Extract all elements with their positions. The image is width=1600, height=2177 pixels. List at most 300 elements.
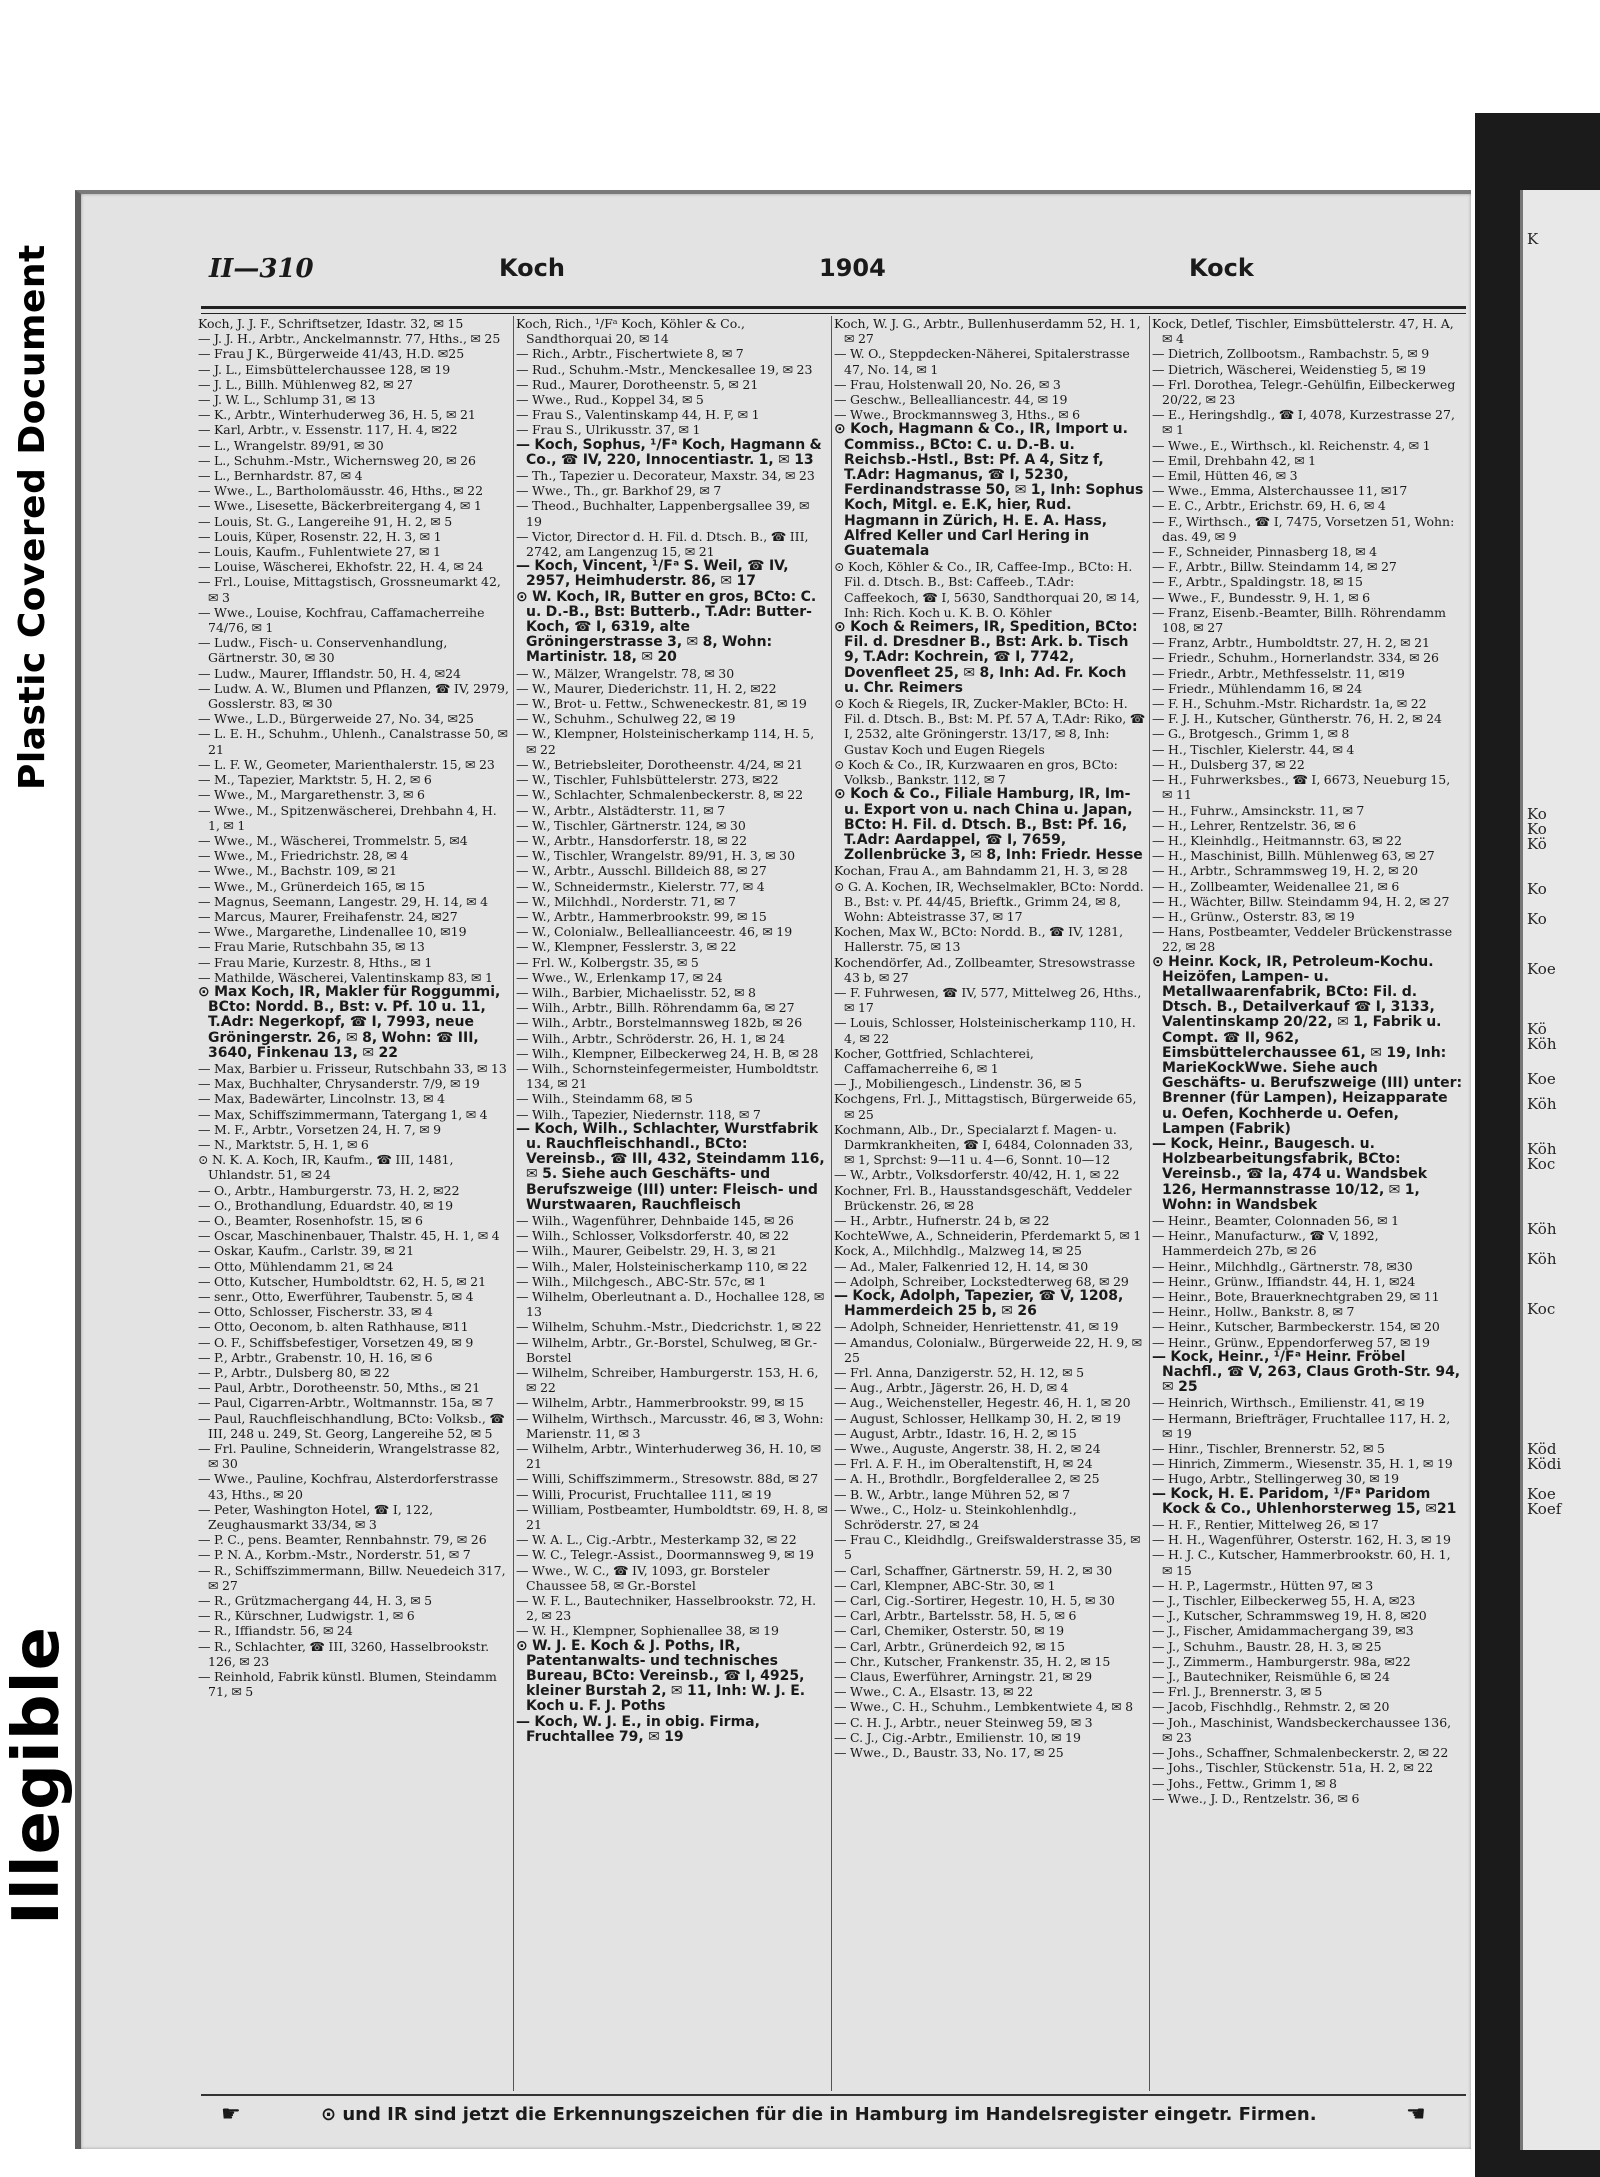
adjacent-page-text: Köh <box>1527 1140 1557 1158</box>
directory-entry: — Wilh., Barbier, Michaelisstr. 52, ✉ 8 <box>516 984 756 1000</box>
header-year: 1904 <box>819 254 886 282</box>
directory-entry: ⊙ W. J. E. Koch & J. Poths, IR, Patentanwalts- und technisches Bureau, BCto: Vereinsb., ☎ I, 4925, kleiner Burstah 2, ✉ 11, Inh: W. J. E. Koch u. F. J. Poths <box>516 1637 806 1715</box>
directory-entry: — Paul, Rauchfleischhandlung, BCto: Volksb., ☎ III, 248 u. 249, St. Georg, Langereihe 52, ✉ 5 <box>198 1410 505 1441</box>
illegible-label: Illegible <box>0 1626 74 1925</box>
directory-entry: — Emil, Drehbahn 42, ✉ 1 <box>1152 452 1317 468</box>
directory-entry: — G., Brotgesch., Grimm 1, ✉ 8 <box>1152 726 1350 742</box>
directory-entry: Koch, J. J. F., Schriftsetzer, Idastr. 32, ✉ 15 <box>198 316 464 331</box>
adjacent-page-text: Köh <box>1527 1250 1557 1268</box>
directory-entry: — Wilh., Maurer, Geibelstr. 29, H. 3, ✉ 21 <box>516 1243 778 1259</box>
directory-entry: — Reinhold, Fabrik künstl. Blumen, Steindamm 71, ✉ 5 <box>198 1669 497 1700</box>
directory-entry: — Heinr., Beamter, Colonnaden 56, ✉ 1 <box>1152 1212 1400 1228</box>
column-1 <box>198 316 510 2091</box>
directory-entry: — Carl, Schaffner, Gärtnerstr. 59, H. 2, ✉ 30 <box>834 1562 1113 1578</box>
directory-entry: — Max, Badewärter, Lincolnstr. 13, ✉ 4 <box>198 1091 446 1107</box>
directory-entry: — K., Arbtr., Winterhuderweg 36, H. 5, ✉ 21 <box>198 407 476 423</box>
directory-entry: — J., Mobiliengesch., Lindenstr. 36, ✉ 5 <box>834 1076 1083 1092</box>
adjacent-page-text: Koef <box>1527 1500 1562 1518</box>
directory-entry: — Marcus, Maurer, Freihafenstr. 24, ✉27 <box>198 908 458 924</box>
directory-entry: Kochmann, Alb., Dr., Specialarzt f. Magen- u. Darmkrankheiten, ☎ I, 6484, Colonnaden 33, ✉ 1, Sprchst: 9—11 u. 4—6, Sonnt. 10—12 <box>834 1121 1133 1168</box>
directory-entry: — F., Schneider, Pinnasberg 18, ✉ 4 <box>1152 544 1378 560</box>
directory-entry: — Kock, H. E. Paridom, ¹/Fᵃ Paridom Kock & Co., Uhlenhorsterweg 15, ✉21 <box>1152 1485 1457 1517</box>
directory-entry: ⊙ Koch, Köhler & Co., IR, Caffee-Imp., BCto: H. Fil. d. Dtsch. B., Bst: Caffeeb., T.Adr: Caffeekoch, ☎ I, 5630, Sandthorquai 20, ✉ 14, Inh: Rich. Koch u. K. B. O. Köhler <box>834 559 1140 620</box>
directory-entry: — J., Schuhm., Baustr. 28, H. 3, ✉ 25 <box>1152 1638 1382 1654</box>
directory-entry: ⊙ Koch & Reimers, IR, Spedition, BCto: Fil. d. Dresdner B., Bst: Ark. b. Tisch 9, T.Adr: Kochrein, ☎ I, 7742, Dovenfleet 25, ✉ 8, Inh: Ad. Fr. Koch u. Chr. Reimers <box>834 619 1138 696</box>
directory-entry: — Ludw. A. W., Blumen und Pflanzen, ☎ IV, 2979, Gosslerstr. 83, ✉ 30 <box>198 680 509 712</box>
directory-entry: — Rich., Arbtr., Fischertwiete 8, ✉ 7 <box>516 346 744 362</box>
directory-entry: — Frau, Holstenwall 20, No. 26, ✉ 3 <box>834 376 1061 392</box>
directory-entry: — Heinr., Hollw., Bankstr. 8, ✉ 7 <box>1152 1304 1355 1320</box>
adjacent-page-text: Ko <box>1527 880 1547 898</box>
directory-entry: — Wwe., Lisesette, Bäckerbreitergang 4, ✉ 1 <box>198 498 482 514</box>
directory-entry: — Wwe., D., Baustr. 33, No. 17, ✉ 25 <box>834 1745 1064 1761</box>
directory-entry: — Carl, Chemiker, Osterstr. 50, ✉ 19 <box>834 1623 1065 1639</box>
directory-entry: — Adolph, Schneider, Henriettenstr. 41, ✉ 19 <box>834 1319 1119 1335</box>
directory-entry: — Louis, Schlosser, Holsteinischerkamp 110, H. 4, ✉ 22 <box>834 1015 1136 1046</box>
directory-entry: — Hugo, Arbtr., Stellingerweg 30, ✉ 19 <box>1152 1471 1400 1487</box>
directory-entry: — Koch, W. J. E., in obig. Firma, Fruchtallee 79, ✉ 19 <box>516 1713 760 1745</box>
page-header <box>209 254 1469 294</box>
directory-entry: — Wilh., Schornsteinfegermeister, Humboldtstr. 134, ✉ 21 <box>516 1060 820 1092</box>
page-number: II—310 <box>209 254 314 284</box>
directory-entry: — Wwe., J. D., Rentzelstr. 36, ✉ 6 <box>1152 1790 1360 1806</box>
directory-entry: — R., Iffiandstr. 56, ✉ 24 <box>198 1623 353 1639</box>
directory-entry: — Ludw., Fisch- u. Conservenhandlung, Gärtnerstr. 30, ✉ 30 <box>198 635 448 666</box>
directory-entry: — W., Brot- u. Fettw., Schweneckestr. 81, ✉ 19 <box>516 696 807 712</box>
directory-entry: — Max, Barbier u. Frisseur, Rutschbahn 33, ✉ 13 <box>198 1060 507 1076</box>
directory-entry: — Frau J K., Bürgerweide 41/43, H.D. ✉25 <box>198 346 465 362</box>
directory-entry: — W., Mälzer, Wrangelstr. 78, ✉ 30 <box>516 665 735 681</box>
directory-entry: — Louise, Wäscherei, Ekhofstr. 22, H. 4, ✉ 24 <box>198 559 484 575</box>
directory-entry: — W., Arbtr., Hansdorferstr. 18, ✉ 22 <box>516 832 748 848</box>
directory-entry: — Karl, Arbtr., v. Essenstr. 117, H. 4, ✉22 <box>198 422 458 438</box>
directory-entry: — W., Schlachter, Schmalenbeckerstr. 8, ✉ 22 <box>516 787 804 803</box>
directory-entry: — Carl, Arbtr., Grünerdeich 92, ✉ 15 <box>834 1638 1066 1654</box>
directory-entry: — Johs., Schaffner, Schmalenbeckerstr. 2, ✉ 22 <box>1152 1745 1449 1761</box>
directory-entry: — F. Fuhrwesen, ☎ IV, 577, Mittelweg 26, Hths., ✉ 17 <box>834 984 1142 1016</box>
directory-entry: — W., Maurer, Diederichstr. 11, H. 2, ✉22 <box>516 680 777 696</box>
directory-entry: — Max, Schiffszimmermann, Tatergang 1, ✉ 4 <box>198 1106 488 1122</box>
directory-entry: — Frl. Anna, Danzigerstr. 52, H. 12, ✉ 5 <box>834 1365 1085 1381</box>
directory-entry: — B. W., Arbtr., lange Mühren 52, ✉ 7 <box>834 1486 1071 1502</box>
directory-entry: — Magnus, Seemann, Langestr. 29, H. 14, ✉ 4 <box>198 893 489 909</box>
directory-entry: — N., Marktstr. 5, H. 1, ✉ 6 <box>198 1136 369 1152</box>
column-divider <box>831 316 832 2091</box>
adjacent-page-text: Ko <box>1527 820 1547 838</box>
directory-entry: — Heinr., Bote, Brauerknechtgraben 29, ✉ 11 <box>1152 1289 1440 1304</box>
directory-entry: — Wwe., M., Bachstr. 109, ✉ 21 <box>198 863 397 879</box>
directory-entry: — Wwe., C., Holz- u. Steinkohlenhdlg., Schröderstr. 27, ✉ 24 <box>834 1501 1077 1533</box>
adjacent-page-text: Köh <box>1527 1220 1557 1238</box>
directory-entry: — Koch, Sophus, ¹/Fᵃ Koch, Hagmann & Co., ☎ IV, 220, Innocentiastr. 1, ✉ 13 <box>516 436 822 468</box>
directory-entry: — H. H., Wagenführer, Osterstr. 162, H. 3, ✉ 19 <box>1152 1532 1451 1548</box>
adjacent-page-text: Koe <box>1527 1485 1556 1503</box>
adjacent-page-text: Koe <box>1527 960 1556 978</box>
directory-entry: — Frl. W., Kolbergstr. 35, ✉ 5 <box>516 954 699 970</box>
directory-entry: — W., Klempner, Holsteinischerkamp 114, H. 5, ✉ 22 <box>516 726 815 757</box>
directory-entry: — Kock, Adolph, Tapezier, ☎ V, 1208, Hammerdeich 25 b, ✉ 26 <box>834 1288 1124 1320</box>
directory-entry: — Kock, Heinr., ¹/Fᵃ Heinr. Fröbel Nachfl., ☎ V, 263, Claus Groth-Str. 94, ✉ 25 <box>1152 1348 1461 1396</box>
directory-entry: — Wwe., Margarethe, Lindenallee 10, ✉19 <box>198 924 467 940</box>
directory-entry: — Wwe., M., Spitzenwäscherei, Drehbahn 4, H. 1, ✉ 1 <box>198 802 497 833</box>
directory-entry: — Wwe., M., Wäscherei, Trommelstr. 5, ✉4 <box>198 832 468 848</box>
directory-entry: — R., Schlachter, ☎ III, 3260, Hasselbrookstr. 126, ✉ 23 <box>198 1638 490 1669</box>
adjacent-page-text: Koc <box>1527 1300 1556 1318</box>
directory-entry: — H., Arbtr., Schrammsweg 19, H. 2, ✉ 20 <box>1152 863 1419 879</box>
directory-entry: — Jacob, Fischhdlg., Rehmstr. 2, ✉ 20 <box>1152 1699 1390 1715</box>
directory-entry: — Otto, Schlosser, Fischerstr. 33, ✉ 4 <box>198 1304 433 1320</box>
directory-entry: — Louis, Küper, Rosenstr. 22, H. 3, ✉ 1 <box>198 528 442 544</box>
directory-entry: — O., Arbtr., Hamburgerstr. 73, H. 2, ✉22 <box>198 1182 460 1198</box>
directory-entry: — Koch, Wilh., Schlachter, Wurstfabrik u. Rauchfleischhandl., BCto: Vereinsb., ☎ III, 432, Steindamm 116, ✉ 5. Siehe auch Geschäfts- und Berufszweige (III) unter: Fleisch- und Wurstwaaren, Rauchfleisch <box>516 1120 825 1213</box>
directory-entry: — Friedr., Mühlendamm 16, ✉ 24 <box>1152 680 1363 696</box>
directory-entry: — Rud., Maurer, Dorotheenstr. 5, ✉ 21 <box>516 376 759 392</box>
directory-entry: — W. A. L., Cig.-Arbtr., Mesterkamp 32, ✉ 22 <box>516 1532 797 1548</box>
directory-entry: — Frau C., Kleidhdlg., Greifswalderstrasse 35, ✉ 5 <box>834 1532 1141 1563</box>
directory-entry: — Th., Tapezier u. Decorateur, Maxstr. 34, ✉ 23 <box>516 468 815 484</box>
directory-entry: — Wwe., Auguste, Angerstr. 38, H. 2, ✉ 24 <box>834 1441 1101 1457</box>
column-4 <box>1152 316 1464 2091</box>
directory-entry: — W., Arbtr., Ausschl. Billdeich 88, ✉ 27 <box>516 863 767 879</box>
directory-entry: Kochner, Frl. B., Hausstandsgeschäft, Veddeler Brückenstr. 26, ✉ 28 <box>834 1182 1132 1213</box>
directory-entry: — W., Schuhm., Schulweg 22, ✉ 19 <box>516 711 736 727</box>
directory-entry: — Peter, Washington Hotel, ☎ I, 122, Zeughausmarkt 33/34, ✉ 3 <box>198 1501 434 1533</box>
directory-entry: — J., Zimmerm., Hamburgerstr. 98a, ✉22 <box>1152 1653 1411 1669</box>
directory-entry: Kochgens, Frl. J., Mittagstisch, Bürgerweide 65, ✉ 25 <box>834 1091 1137 1122</box>
directory-entry: — Hinr., Tischler, Brennerstr. 52, ✉ 5 <box>1152 1441 1385 1457</box>
directory-entry: — Franz, Eisenb.-Beamter, Billh. Röhrendamm 108, ✉ 27 <box>1152 604 1446 636</box>
directory-entry: — L., Wrangelstr. 89/91, ✉ 30 <box>198 437 384 453</box>
header-left-word: Koch <box>499 254 565 282</box>
directory-entry: — H., Fuhrwerksbes., ☎ I, 6673, Neueburg 15, ✉ 11 <box>1152 772 1451 803</box>
directory-entry: — Wilh., Arbtr., Borstelmannsweg 182b, ✉ 26 <box>516 1015 803 1031</box>
directory-entry: — O., Brothandlung, Eduardstr. 40, ✉ 19 <box>198 1197 454 1213</box>
directory-entry: — Wilhelm, Arbtr., Winterhuderweg 36, H. 10, ✉ 21 <box>516 1441 822 1472</box>
directory-entry: — Emil, Hütten 46, ✉ 3 <box>1152 468 1298 484</box>
directory-entry: Kocher, Gottfried, Schlachterei, Caffamacherreihe 6, ✉ 1 <box>834 1045 1034 1076</box>
directory-entry: — H., Fuhrw., Amsinckstr. 11, ✉ 7 <box>1152 802 1365 818</box>
adjacent-page-text: Ko <box>1527 910 1547 928</box>
directory-entry: — Frau S., Ulrikusstr. 37, ✉ 1 <box>516 422 701 438</box>
directory-entry: — H. P., Lagermstr., Hütten 97, ✉ 3 <box>1152 1577 1374 1593</box>
directory-entry: — Wwe., Rud., Koppel 34, ✉ 5 <box>516 392 704 408</box>
directory-entry: Kochendörfer, Ad., Zollbeamter, Stresowstrasse 43 b, ✉ 27 <box>834 954 1136 985</box>
directory-entry: — Wilhelm, Oberleutnant a. D., Hochallee 128, ✉ 13 <box>516 1289 825 1320</box>
directory-entry: — J. W. L., Schlump 31, ✉ 13 <box>198 392 376 408</box>
directory-entry: — J. J. H., Arbtr., Anckelmannstr. 77, Hths., ✉ 25 <box>198 331 501 347</box>
directory-entry: — Wwe., F., Bundesstr. 9, H. 1, ✉ 6 <box>1152 589 1371 605</box>
directory-entry: — August, Arbtr., Idastr. 16, H. 2, ✉ 15 <box>834 1425 1077 1441</box>
directory-entry: — F., Wirthsch., ☎ I, 7475, Vorsetzen 51, Wohn: das. 49, ✉ 9 <box>1152 513 1455 544</box>
directory-entry: — Theod., Buchhalter, Lappenbergsallee 39, ✉ 19 <box>516 498 810 529</box>
directory-entry: — Wilhelm, Wirthsch., Marcusstr. 46, ✉ 3, Wohn: Marienstr. 11, ✉ 3 <box>516 1410 824 1441</box>
directory-entry: — Wwe., Th., gr. Barkhof 29, ✉ 7 <box>516 483 722 499</box>
directory-entry: — H., Dulsberg 37, ✉ 22 <box>1152 756 1305 772</box>
directory-entry: — Kock, Heinr., Baugesch. u. Holzbearbeitungsfabrik, BCto: Vereinsb., ☎ Ia, 474 u. Wandsbek 126, Hermannstrasse 10/12, ✉ 1, Wohn: in Wandsbek <box>1152 1135 1428 1213</box>
directory-entry: — Wwe., L., Bartholomäusstr. 46, Hths., ✉ 22 <box>198 483 484 499</box>
directory-entry: — W. H., Klempner, Sophienallee 38, ✉ 19 <box>516 1623 779 1639</box>
directory-entry: — W., Tischler, Wrangelstr. 89/91, H. 3, ✉ 30 <box>516 848 796 864</box>
column-3 <box>834 316 1146 2091</box>
directory-entry: Kock, A., Milchhdlg., Malzweg 14, ✉ 25 <box>834 1243 1082 1259</box>
directory-entry: — F., Arbtr., Spaldingstr. 18, ✉ 15 <box>1152 574 1363 590</box>
directory-entry: — P., Arbtr., Grabenstr. 10, H. 16, ✉ 6 <box>198 1349 433 1365</box>
directory-entry: ⊙ Koch, Hagmann & Co., IR, Import u. Commiss., BCto: C. u. D.-B. u. Reichsb.-Hstl., Bst: Pf. A 4, Sitz f, T.Adr: Hagmanus, ☎ I, 5230, Ferdinandstrasse 50, ✉ 1, Inh: Sophus Koch, Mitgl. e. E.K, hier, Rud. Hagmann in Zürich, H. E. A. Hass, Alfred Keller und Carl Hering in Guatemala <box>834 421 1144 560</box>
directory-entry: — Ludw., Maurer, Ifflandstr. 50, H. 4, ✉24 <box>198 665 461 681</box>
directory-entry: — A. H., Brothdlr., Borgfelderallee 2, ✉ 25 <box>834 1471 1100 1487</box>
adjacent-page-text: Kö <box>1527 835 1547 853</box>
directory-entry: — Wilh., Klempner, Eilbeckerweg 24, H. B, ✉ 28 <box>516 1045 819 1061</box>
directory-entry: — Rud., Schuhm.-Mstr., Menckesallee 19, ✉ 23 <box>516 361 813 377</box>
directory-entry: — Wilhelm, Schreiber, Hamburgerstr. 153, H. 6, ✉ 22 <box>516 1365 819 1396</box>
directory-entry: — Wilh., Maler, Holsteinischerkamp 110, ✉ 22 <box>516 1258 808 1274</box>
directory-entry: — Louis, St. G., Langereihe 91, H. 2, ✉ 5 <box>198 513 453 529</box>
directory-entry: — Frl. Pauline, Schneiderin, Wrangelstrasse 82, ✉ 30 <box>198 1441 500 1472</box>
adjacent-page-text: Koe <box>1527 1070 1556 1088</box>
directory-entry: — Wwe., W. C., ☎ IV, 1093, gr. Borsteler Chaussee 58, ✉ Gr.-Borstel <box>516 1562 770 1593</box>
directory-entry: — W. O., Steppdecken-Näherei, Spitalerstrasse 47, No. 14, ✉ 1 <box>834 346 1130 377</box>
directory-entry: — W. F. L., Bautechniker, Hasselbrookstr. 72, H. 2, ✉ 23 <box>516 1593 817 1624</box>
footer-note: ⊙ und IR sind jetzt die Erkennungszeichen für die in Hamburg im Handelsregister eingetr. Firmen. <box>321 2104 1317 2125</box>
directory-entry: — J., Tischler, Eilbeckerweg 55, H. A, ✉23 <box>1152 1593 1416 1609</box>
directory-entry: — C. H. J., Arbtr., neuer Steinweg 59, ✉ 3 <box>834 1714 1093 1730</box>
directory-entry: — Frl. Dorothea, Telegr.-Gehülfin, Eilbeckerweg 20/22, ✉ 23 <box>1152 376 1456 408</box>
directory-entry: — Hans, Postbeamter, Veddeler Brückenstrasse 22, ✉ 28 <box>1152 924 1453 955</box>
directory-entry: — Carl, Klempner, ABC-Str. 30, ✉ 1 <box>834 1577 1056 1593</box>
directory-entry: — Ad., Maler, Falkenried 12, H. 14, ✉ 30 <box>834 1258 1089 1274</box>
directory-entry: — J., Kutscher, Schrammsweg 19, H. 8, ✉20 <box>1152 1608 1427 1624</box>
directory-entry: — Louis, Kaufm., Fuhlentwiete 27, ✉ 1 <box>198 544 441 560</box>
directory-entry: Koch, Rich., ¹/Fᵃ Koch, Köhler & Co., Sandthorquai 20, ✉ 14 <box>516 316 745 347</box>
directory-entry: — Wilh., Tapezier, Niedernstr. 118, ✉ 7 <box>516 1106 761 1122</box>
directory-entry: — M., Tapezier, Marktstr. 5, H. 2, ✉ 6 <box>198 772 432 788</box>
adjacent-page-text: Koc <box>1527 1155 1556 1173</box>
adjacent-page-text: Köd <box>1527 1440 1557 1458</box>
directory-entry: — H., Lehrer, Rentzelstr. 36, ✉ 6 <box>1152 817 1357 833</box>
directory-entry: ⊙ Koch & Co., IR, Kurzwaaren en gros, BCto: Volksb., Bankstr. 112, ✉ 7 <box>834 756 1118 788</box>
directory-columns <box>198 316 1468 2091</box>
directory-entry: ⊙ G. A. Kochen, IR, Wechselmakler, BCto: Nordd. B., Bst: v. Pf. 44/45, Brieftk., Grimm 24, ✉ 8, Wohn: Abteistrasse 37, ✉ 17 <box>834 878 1144 924</box>
adjacent-page-text: Ködi <box>1527 1455 1562 1473</box>
adjacent-page-text: K <box>1527 230 1539 248</box>
plastic-covered-label: Plastic Covered Document <box>12 244 53 790</box>
adjacent-page-text: Köh <box>1527 1035 1557 1053</box>
directory-entry: — R., Grützmachergang 44, H. 3, ✉ 5 <box>198 1593 433 1609</box>
directory-entry: — Aug., Weichensteller, Hegestr. 46, H. 1, ✉ 20 <box>834 1395 1131 1411</box>
directory-entry: — Hermann, Briefträger, Fruchtallee 117, H. 2, ✉ 19 <box>1152 1410 1451 1441</box>
directory-entry: — J., Fischer, Amidammachergang 39, ✉3 <box>1152 1623 1414 1639</box>
directory-entry: — Wilh., Arbtr., Billh. Röhrendamm 6a, ✉ 27 <box>516 1000 795 1016</box>
directory-entry: Koch, W. J. G., Arbtr., Bullenhuserdamm 52, H. 1, ✉ 27 <box>834 316 1141 347</box>
directory-entry: — Otto, Kutscher, Humboldtstr. 62, H. 5, ✉ 21 <box>198 1273 487 1289</box>
directory-entry: — Dietrich, Wäscherei, Weidenstieg 5, ✉ 19 <box>1152 361 1427 377</box>
pointing-hand-left-icon: ☛ <box>221 2102 241 2127</box>
page-footer <box>201 2094 1466 2132</box>
directory-entry: — H., Kleinhdlg., Heitmannstr. 63, ✉ 22 <box>1152 832 1402 848</box>
directory-entry: — Wwe., M., Grünerdeich 165, ✉ 15 <box>198 878 426 894</box>
directory-entry: — L., Schuhm.-Mstr., Wichernsweg 20, ✉ 26 <box>198 452 477 468</box>
directory-entry: — Otto, Mühlendamm 21, ✉ 24 <box>198 1258 394 1274</box>
directory-entry: ⊙ Heinr. Kock, IR, Petroleum-Kochu. Heizöfen, Lampen- u. Metallwaarenfabrik, BCto: Fil. d. Dtsch. B., Detailverkauf ☎ I, 3133, Valentinskamp 20/22, ✉ 1, Fabrik u. Compt. ☎ II, 962, Eimsbüttelerchaussee 61, ✉ 19, Inh: MarieKockWwe. Siehe auch Geschäfts- u. Berufszweige (III) unter: Brenner (für Lampen), Heizapparate u. Oefen, Kochherde u. Oefen, Lampen (Fabrik) <box>1152 953 1463 1137</box>
directory-entry: — H., Zollbeamter, Weidenallee 21, ✉ 6 <box>1152 878 1400 894</box>
directory-entry: ⊙ Koch & Riegels, IR, Zucker-Makler, BCto: H. Fil. d. Dtsch. B., Bst: M. Pf. 57 A, T.Adr: Riko, ☎ I, 2532, alte Gröningerstr. 13/17, ✉ 8, Inh: Gustav Koch und Eugen Riegels <box>834 696 1146 757</box>
directory-entry: — Wwe., L.D., Bürgerweide 27, No. 34, ✉25 <box>198 711 474 727</box>
directory-entry: — W., Klempner, Fesslerstr. 3, ✉ 22 <box>516 939 737 955</box>
directory-entry: — Wwe., Louise, Kochfrau, Caffamacherreihe 74/76, ✉ 1 <box>198 604 485 636</box>
directory-entry: — Claus, Ewerführer, Arningstr. 21, ✉ 29 <box>834 1669 1093 1685</box>
directory-entry: — J., Bautechniker, Reismühle 6, ✉ 24 <box>1152 1669 1390 1685</box>
directory-entry: — O. F., Schiffsbefestiger, Vorsetzen 49, ✉ 9 <box>198 1334 474 1350</box>
directory-entry: — Willi, Procurist, Fruchtallee 111, ✉ 19 <box>516 1486 772 1502</box>
directory-entry: — H., Maschinist, Billh. Mühlenweg 63, ✉ 27 <box>1152 848 1435 864</box>
adjacent-page-fragment <box>1520 190 1600 2150</box>
directory-entry: — W., Arbtr., Hammerbrookstr. 99, ✉ 15 <box>516 908 767 924</box>
directory-entry: ⊙ N. K. A. Koch, IR, Kaufm., ☎ III, 1481, Uhlandstr. 51, ✉ 24 <box>198 1152 454 1183</box>
directory-entry: — W., Tischler, Gärtnerstr. 124, ✉ 30 <box>516 817 746 833</box>
directory-entry: — H., Wächter, Billw. Steindamm 94, H. 2, ✉ 27 <box>1152 893 1450 909</box>
directory-entry: — H., Arbtr., Hufnerstr. 24 b, ✉ 22 <box>834 1212 1050 1228</box>
directory-entry: — Hinrich, Zimmerm., Wiesenstr. 35, H. 1, ✉ 19 <box>1152 1456 1453 1472</box>
directory-entry: — Wwe., M., Friedrichstr. 28, ✉ 4 <box>198 848 409 864</box>
directory-entry: — P. N. A., Korbm.-Mstr., Norderstr. 51, ✉ 7 <box>198 1547 471 1563</box>
directory-entry: ⊙ Max Koch, IR, Makler für Roggummi, BCto: Nordd. B., Bst: v. Pf. 10 u. 11, T.Adr: Negerkopf, ☎ I, 7993, neue Gröningerstr. 26, ✉ 8, Wohn: ☎ III, 3640, Finkenau 13, ✉ 22 <box>198 983 501 1061</box>
directory-entry: — Wilhelm, Arbtr., Hammerbrookstr. 99, ✉ 15 <box>516 1395 805 1411</box>
directory-entry: — Frl. J., Brennerstr. 3, ✉ 5 <box>1152 1684 1323 1700</box>
directory-entry: — W. C., Telegr.-Assist., Doormannsweg 9, ✉ 19 <box>516 1547 814 1563</box>
directory-entry: — E. C., Arbtr., Erichstr. 69, H. 6, ✉ 4 <box>1152 498 1386 514</box>
directory-entry: — Paul, Cigarren-Arbtr., Woltmannstr. 15a, ✉ 7 <box>198 1395 494 1411</box>
directory-page <box>75 190 1471 2149</box>
directory-entry: — L. E. H., Schuhm., Uhlenh., Canalstrasse 50, ✉ 21 <box>198 726 509 757</box>
directory-entry: — Friedr., Arbtr., Methfesselstr. 11, ✉19 <box>1152 665 1405 681</box>
directory-entry: — August, Schlosser, Hellkamp 30, H. 2, ✉ 19 <box>834 1410 1122 1426</box>
directory-entry: — Geschw., Bellealliancestr. 44, ✉ 19 <box>834 392 1068 408</box>
directory-entry: — Heinr., Manufacturw., ☎ V, 1892, Hammerdeich 27b, ✉ 26 <box>1152 1228 1379 1259</box>
directory-entry: — Amandus, Colonialw., Bürgerweide 22, H. 9, ✉ 25 <box>834 1334 1143 1365</box>
directory-entry: — Koch, Vincent, ¹/Fᵃ S. Weil, ☎ IV, 2957, Heimhuderstr. 86, ✉ 17 <box>516 558 789 590</box>
directory-entry: — Friedr., Schuhm., Hornerlandstr. 334, ✉ 26 <box>1152 650 1440 666</box>
directory-entry: — W., Tischler, Fuhlsbüttelerstr. 273, ✉22 <box>516 772 779 788</box>
pointing-hand-right-icon: ☚ <box>1406 2102 1426 2127</box>
directory-entry: — Oskar, Kaufm., Carlstr. 39, ✉ 21 <box>198 1243 415 1259</box>
directory-entry: — Heinr., Grünw., Eppendorferweg 57, ✉ 19 <box>1152 1334 1430 1350</box>
directory-entry: — Frau Marie, Kurzestr. 8, Hths., ✉ 1 <box>198 954 433 970</box>
directory-entry: — Heinr., Kutscher, Barmbeckerstr. 154, ✉ 20 <box>1152 1319 1440 1335</box>
directory-entry: — Wilhelm, Schuhm.-Mstr., Diedcrichstr. 1, ✉ 22 <box>516 1319 822 1335</box>
directory-entry: — Wilh., Wagenführer, Dehnbaide 145, ✉ 26 <box>516 1212 794 1228</box>
column-divider <box>513 316 514 2091</box>
directory-entry: — Carl, Cig.-Sortirer, Hegestr. 10, H. 5, ✉ 30 <box>834 1593 1115 1609</box>
directory-entry: — Wwe., Emma, Alsterchaussee 11, ✉17 <box>1152 483 1408 499</box>
directory-entry: — Frl., Louise, Mittagstisch, Grossneumarkt 42, ✉ 3 <box>198 574 501 605</box>
directory-entry: — W., Colonialw., Belleallianceestr. 46, ✉ 19 <box>516 924 793 940</box>
directory-entry: — Wwe., Brockmannsweg 3, Hths., ✉ 6 <box>834 407 1081 423</box>
directory-entry: — Wwe., E., Wirthsch., kl. Reichenstr. 4, ✉ 1 <box>1152 437 1431 453</box>
directory-entry: — Wwe., M., Margarethenstr. 3, ✉ 6 <box>198 787 425 803</box>
directory-entry: — Johs., Tischler, Stückenstr. 51a, H. 2, ✉ 22 <box>1152 1760 1434 1776</box>
column-2 <box>516 316 828 2091</box>
directory-entry: — R., Kürschner, Ludwigstr. 1, ✉ 6 <box>198 1608 415 1624</box>
directory-entry: — Wwe., C. A., Elsastr. 13, ✉ 22 <box>834 1684 1034 1700</box>
directory-entry: — F. J. H., Kutscher, Güntherstr. 76, H. 2, ✉ 24 <box>1152 711 1442 727</box>
adjacent-page-text: Köh <box>1527 1095 1557 1113</box>
directory-entry: ⊙ W. Koch, IR, Butter en gros, BCto: C. u. D.-B., Bst: Butterb., T.Adr: Butter-Koch, ☎ I, 6319, alte Gröningerstrasse 3, ✉ 8, Wohn: Martinistr. 18, ✉ 20 <box>516 588 817 666</box>
directory-entry: — M. F., Arbtr., Vorsetzen 24, H. 7, ✉ 9 <box>198 1121 442 1137</box>
header-rule <box>201 306 1466 314</box>
directory-entry: — Frl. A. F. H., im Oberaltenstift, H, ✉ 24 <box>834 1456 1093 1472</box>
directory-entry: — Frau S., Valentinskamp 44, H. F, ✉ 1 <box>516 407 760 423</box>
directory-entry: — J. L., Billh. Mühlenweg 82, ✉ 27 <box>198 376 413 392</box>
directory-entry: — Wilh., Schlosser, Volksdorferstr. 40, ✉ 22 <box>516 1228 790 1244</box>
directory-entry: — Joh., Maschinist, Wandsbeckerchaussee 136, ✉ 23 <box>1152 1714 1452 1745</box>
directory-entry: — H., Tischler, Kielerstr. 44, ✉ 4 <box>1152 741 1355 757</box>
directory-entry: — O., Beamter, Rosenhofstr. 15, ✉ 6 <box>198 1212 424 1228</box>
directory-entry: — Wwe., C. H., Schuhm., Lembkentwiete 4, ✉ 8 <box>834 1699 1134 1715</box>
directory-entry: — senr., Otto, Ewerführer, Taubenstr. 5, ✉ 4 <box>198 1289 474 1304</box>
directory-entry: — Wwe., Pauline, Kochfrau, Alsterdorferstrasse 43, Hths., ✉ 20 <box>198 1471 499 1502</box>
directory-entry: — H. J. C., Kutscher, Hammerbrookstr. 60, H. 1, ✉ 15 <box>1152 1547 1451 1578</box>
directory-entry: — Carl, Arbtr., Bartelsstr. 58, H. 5, ✉ 6 <box>834 1608 1077 1624</box>
adjacent-page-text: Kö <box>1527 1020 1547 1038</box>
directory-entry: — Paul, Arbtr., Dorotheenstr. 50, Mths., ✉ 21 <box>198 1380 481 1396</box>
directory-entry: — W., Arbtr., Alstädterstr. 11, ✉ 7 <box>516 802 726 818</box>
left-margin-strip <box>0 0 74 2177</box>
directory-entry: — Victor, Director d. H. Fil. d. Dtsch. B., ☎ III, 2742, am Langenzug 15, ✉ 21 <box>516 528 809 560</box>
directory-entry: — Wilh., Arbtr., Schröderstr. 26, H. 1, ✉ 24 <box>516 1030 786 1046</box>
directory-entry: — L. F. W., Geometer, Marienthalerstr. 15, ✉ 23 <box>198 756 495 772</box>
directory-entry: — W., Schneidermstr., Kielerstr. 77, ✉ 4 <box>516 878 765 894</box>
directory-entry: — W., Arbtr., Volksdorferstr. 40/42, H. 1, ✉ 22 <box>834 1167 1120 1183</box>
header-right-word: Kock <box>1189 254 1254 282</box>
directory-entry: — Frau Marie, Rutschbahn 35, ✉ 13 <box>198 939 425 955</box>
directory-entry: — P. C., pens. Beamter, Rennbahnstr. 79, ✉ 26 <box>198 1532 487 1548</box>
directory-entry: — Johs., Fettw., Grimm 1, ✉ 8 <box>1152 1775 1337 1791</box>
directory-entry: — Adolph, Schreiber, Lockstedterweg 68, ✉ 29 <box>834 1273 1129 1289</box>
directory-entry: — Willi, Schiffszimmerm., Stresowstr. 88d, ✉ 27 <box>516 1471 819 1487</box>
directory-entry: — Chr., Kutscher, Frankenstr. 35, H. 2, ✉ 15 <box>834 1653 1111 1669</box>
directory-entry: — Heinrich, Wirthsch., Emilienstr. 41, ✉ 19 <box>1152 1395 1425 1411</box>
directory-entry: — F., Arbtr., Billw. Steindamm 14, ✉ 27 <box>1152 559 1397 575</box>
directory-entry: — Mathilde, Wäscherei, Valentinskamp 83, ✉ 1 <box>198 969 493 985</box>
directory-entry: Kock, Detlef, Tischler, Eimsbüttelerstr. 47, H. A, ✉ 4 <box>1152 316 1454 347</box>
directory-entry: — W., Betriebsleiter, Dorotheenstr. 4/24, ✉ 21 <box>516 756 804 772</box>
directory-entry: — Oscar, Maschinenbauer, Thalstr. 45, H. 1, ✉ 4 <box>198 1228 500 1244</box>
directory-entry: — F. H., Schuhm.-Mstr. Richardstr. 1a, ✉ 22 <box>1152 696 1427 712</box>
directory-entry: — J. L., Eimsbüttelerchaussee 128, ✉ 19 <box>198 361 451 377</box>
directory-entry: ⊙ Koch & Co., Filiale Hamburg, IR, Im- u. Export von u. nach China u. Japan, BCto: H. Fil. d. Dtsch. B., Bst: Pf. 16, T.Adr: Aardappel, ☎ I, 7659, Zollenbrücke 3, ✉ 8, Inh: Friedr. Hesse <box>834 786 1143 864</box>
directory-entry: — R., Schiffszimmermann, Billw. Neuedeich 317, ✉ 27 <box>198 1562 506 1593</box>
directory-entry: — William, Postbeamter, Humboldtstr. 69, H. 8, ✉ 21 <box>516 1501 828 1533</box>
directory-entry: — L., Bernhardstr. 87, ✉ 4 <box>198 468 363 484</box>
directory-entry: — P., Arbtr., Dulsberg 80, ✉ 22 <box>198 1365 390 1381</box>
directory-entry: — Franz, Arbtr., Humboldtstr. 27, H. 2, ✉ 21 <box>1152 635 1431 651</box>
directory-entry: — C. J., Cig.-Arbtr., Emilienstr. 10, ✉ 19 <box>834 1729 1081 1745</box>
directory-entry: — Dietrich, Zollbootsm., Rambachstr. 5, ✉ 9 <box>1152 346 1430 362</box>
directory-entry: — Aug., Arbtr., Jägerstr. 26, H. D, ✉ 4 <box>834 1380 1069 1396</box>
directory-entry: — Max, Buchhalter, Chrysanderstr. 7/9, ✉ 19 <box>198 1076 480 1092</box>
directory-entry: — Otto, Oeconom, b. alten Rathhause, ✉11 <box>198 1319 469 1335</box>
directory-entry: — H. F., Rentier, Mittelweg 26, ✉ 17 <box>1152 1517 1379 1533</box>
directory-entry: — E., Heringshdlg., ☎ I, 4078, Kurzestrasse 27, ✉ 1 <box>1152 407 1455 438</box>
directory-entry: Kochan, Frau A., am Bahndamm 21, H. 3, ✉ 28 <box>834 863 1128 879</box>
directory-entry: — Wilhelm, Arbtr., Gr.-Borstel, Schulweg, ✉ Gr.-Borstel <box>516 1334 818 1365</box>
directory-entry: — Heinr., Grünw., Iffiandstr. 44, H. 1, ✉24 <box>1152 1273 1416 1289</box>
directory-entry: — Wilh., Milchgesch., ABC-Str. 57c, ✉ 1 <box>516 1273 767 1289</box>
directory-entry: — Wilh., Steindamm 68, ✉ 5 <box>516 1091 693 1107</box>
directory-entry: — H., Grünw., Osterstr. 83, ✉ 19 <box>1152 908 1355 924</box>
directory-entry: — W., Milchhdl., Norderstr. 71, ✉ 7 <box>516 893 736 909</box>
directory-entry: KochteWwe, A., Schneiderin, Pferdemarkt 5, ✉ 1 <box>834 1228 1142 1244</box>
